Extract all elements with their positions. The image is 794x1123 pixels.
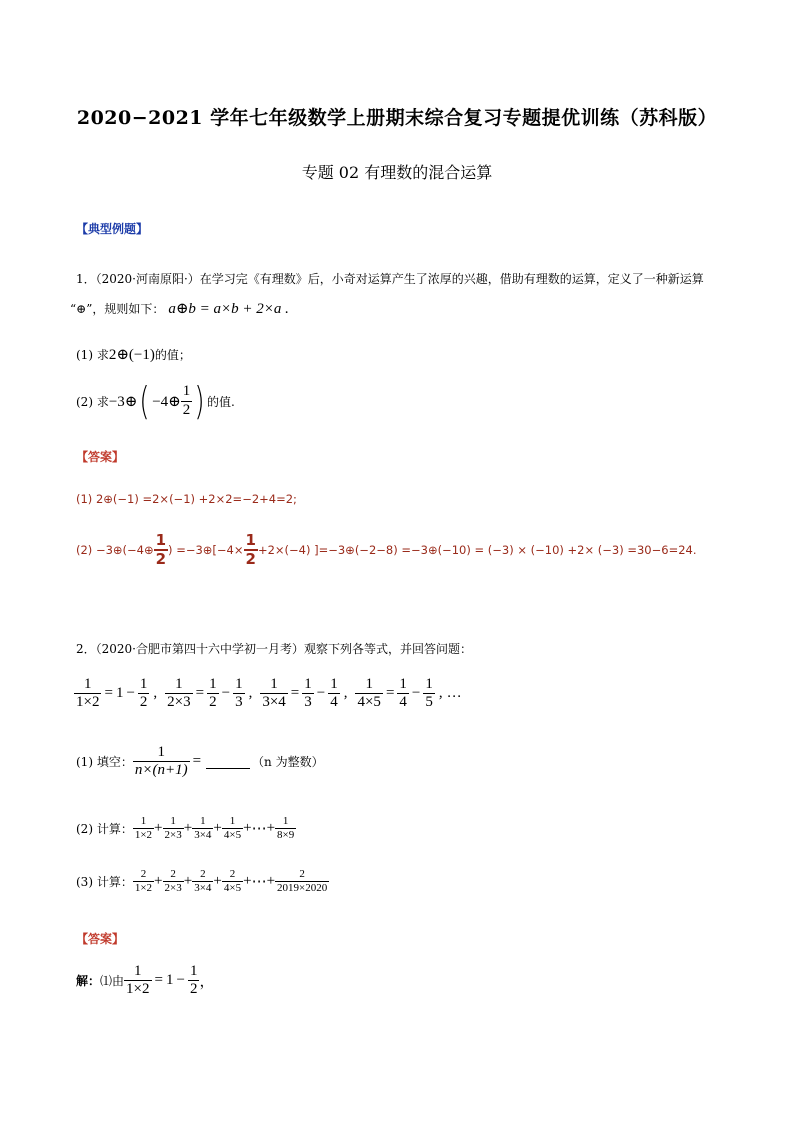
fraction-denominator: 3×4 (262, 694, 286, 711)
plus-sign: + (154, 819, 163, 836)
fraction-numerator: 1 (328, 676, 340, 694)
a2-prefix: 解： (76, 974, 101, 989)
fraction-denominator: 3 (304, 694, 312, 711)
fraction-numerator: 1 (244, 532, 258, 551)
fraction-numerator: 1 (165, 676, 192, 694)
dots: ⋯ (251, 820, 267, 837)
fraction-numerator: 1 (138, 676, 150, 694)
fraction-numerator: 1 (355, 676, 382, 694)
page-title: 2020−2021 学年七年级数学上册期末综合复习专题提优训练（苏科版） (76, 107, 718, 129)
fraction-numerator: 2 (275, 868, 329, 882)
a1-fraction-1 (154, 532, 168, 569)
a1-fraction-2 (244, 532, 258, 569)
q1-part1-prefix: (1) 求 (76, 348, 109, 362)
a2-line1 (76, 963, 214, 999)
ellipsis: … (446, 685, 462, 702)
term-fraction (133, 868, 154, 894)
plus-sign: + (183, 872, 193, 889)
fraction-denominator: 2 (189, 981, 198, 998)
fraction-numerator: 1 (163, 815, 184, 829)
minus-sign: − (316, 685, 326, 702)
fraction-numerator: 1 (188, 963, 200, 981)
fraction-numerator: 1 (423, 676, 435, 694)
q1-part2-suffix: 的值. (207, 394, 235, 409)
section-label: 【典型例题】 (76, 222, 149, 236)
comma: , (438, 685, 443, 702)
minus-sign: − (411, 685, 421, 702)
plus-sign: + (213, 872, 222, 889)
term-fraction (275, 815, 296, 841)
a1-line2-part-a: (2) −3⊕(−4⊕ (76, 543, 154, 558)
fraction-numerator: 1 (133, 815, 154, 829)
plus-sign: + (266, 872, 276, 889)
a1-line2-part-c: +2×(−4) ]=−3⊕(−2−8) =−3⊕(−10) = (−3) × (−10) +2× (−3) =30−6=24. (257, 543, 697, 558)
eq2-rhs-frac1 (207, 676, 219, 712)
eq4-rhs-frac1 (397, 676, 409, 712)
equals-sign: = (154, 972, 163, 989)
plus-sign: + (266, 819, 276, 836)
q1-rule-prefix: “⊕”，规则如下： (70, 302, 165, 316)
q2-stem: 2．（2020·合肥市第四十六中学初一月考）观察下列各等式，并回答问题： (76, 642, 472, 656)
q1-part1 (76, 345, 191, 364)
fraction-numerator: 1 (124, 963, 151, 981)
fraction-numerator: 2 (222, 868, 243, 882)
eq1-rhs-frac (138, 676, 150, 712)
fraction-denominator: 4 (330, 694, 338, 711)
fraction-denominator: 4×5 (223, 881, 242, 894)
fraction-denominator: 2 (155, 550, 167, 569)
fraction-denominator: 8×9 (277, 828, 295, 841)
term-fraction (192, 815, 213, 841)
q1-part1-expr: 2⊕(−1) (108, 347, 155, 363)
term-fraction (192, 868, 213, 894)
a1-line1: (1) 2⊕(−1) =2×(−1) +2×2=−2+4=2; (76, 492, 297, 506)
a1-line2-part-b: ) =−3⊕[−4× (168, 543, 244, 558)
fraction-numerator: 1 (74, 676, 101, 694)
fraction-denominator: 1×2 (134, 881, 153, 894)
term-fraction (133, 815, 154, 841)
fraction-numerator: 1 (222, 815, 243, 829)
minus-sign: − (176, 972, 185, 989)
plus-sign: + (213, 819, 222, 836)
fraction-denominator: 2019×2020 (277, 881, 328, 894)
eq3-lhs (260, 676, 287, 712)
fraction-denominator: 1×2 (126, 981, 150, 998)
minus-sign: − (221, 685, 231, 702)
q2-part3 (76, 868, 329, 894)
q2-part2-prefix: (2) 计算： (76, 821, 133, 836)
q2-part1-prefix: (1) 填空： (76, 755, 133, 770)
fraction-denominator: 3×4 (194, 881, 212, 894)
dots: ⋯ (251, 873, 267, 890)
a2-fraction (124, 963, 151, 999)
q1-stem: 1．（2020·河南原阳·）在学习完《有理数》后，小奇对运算产生了浓厚的兴趣，借助有理数的运算，定义了一种新运算 (76, 272, 704, 286)
q2-part1-fraction (133, 744, 190, 780)
fraction-denominator: 4 (399, 694, 407, 711)
q2-part1-suffix: （n 为整数） (252, 755, 324, 770)
eq3-rhs-frac2 (328, 676, 340, 712)
plus-sign: + (154, 872, 163, 889)
answer-blank[interactable] (206, 754, 250, 769)
q2-part1 (76, 744, 324, 780)
fraction-numerator: 2 (163, 868, 184, 882)
a2-rhs-one: 1 (165, 972, 174, 989)
fraction-numerator: 1 (260, 676, 287, 694)
fraction-numerator: 1 (133, 744, 190, 762)
a2-step: ⑴由 (100, 974, 125, 989)
q1-part2-inner: −4⊕ (152, 393, 181, 410)
eq4-lhs (355, 676, 382, 712)
q1-rule-line (70, 299, 289, 318)
q1-part2-prefix: (2) 求 (76, 394, 109, 409)
right-paren-icon: ) (194, 379, 205, 423)
q1-part2 (76, 379, 235, 423)
fraction-numerator: 1 (397, 676, 409, 694)
q2-part3-prefix: (3) 计算： (76, 874, 133, 889)
eq2-rhs-frac2 (233, 676, 245, 712)
eq2-lhs (165, 676, 192, 712)
eq3-rhs-frac1 (302, 676, 314, 712)
a2-rhs-fraction (188, 963, 200, 999)
fraction-denominator: 2 (139, 694, 148, 711)
fraction-denominator: 2 (182, 401, 191, 418)
fraction-denominator: 2 (245, 550, 256, 569)
answer-label-1: 【答案】 (76, 450, 125, 464)
fraction-denominator: 2×3 (167, 694, 191, 711)
fraction-denominator: 2×3 (164, 881, 182, 894)
fraction-numerator: 1 (275, 815, 296, 829)
fraction-numerator: 2 (192, 868, 213, 882)
equals-sign: = (385, 685, 395, 702)
fraction-denominator: 2×3 (164, 828, 182, 841)
equals-sign: = (192, 753, 202, 770)
equals-sign: = (290, 685, 300, 702)
equals-sign: = (195, 685, 205, 702)
eq1-rhs-one: 1 (115, 685, 124, 702)
plus-sign: + (183, 819, 193, 836)
q1-part2-pre: −3⊕ (108, 393, 138, 410)
q2-part2 (76, 815, 296, 841)
comma: , (343, 685, 348, 702)
a2-tail: ， (199, 974, 215, 991)
fraction-denominator: 2 (209, 694, 217, 711)
fraction-numerator: 1 (207, 676, 219, 694)
left-paren-icon: ( (139, 379, 150, 423)
fraction-denominator: 1×2 (134, 828, 153, 841)
plus-sign: + (243, 872, 252, 889)
term-fraction (163, 815, 184, 841)
eq4-rhs-frac2 (423, 676, 435, 712)
q1-part1-suffix: 的值； (154, 348, 191, 362)
comma: , (248, 685, 253, 702)
fraction-denominator: 3×4 (194, 828, 212, 841)
fraction-denominator: 4×5 (357, 694, 381, 711)
q1-rule-formula: a⊕b = a×b + 2×a . (168, 301, 289, 317)
fraction-denominator: 3 (235, 694, 243, 711)
fraction-denominator: 5 (425, 694, 433, 711)
plus-sign: + (243, 819, 252, 836)
q1-part2-fraction (181, 383, 193, 419)
term-fraction (275, 868, 329, 894)
term-fraction (222, 868, 243, 894)
a1-line2 (76, 532, 697, 569)
answer-label-2: 【答案】 (76, 932, 125, 946)
fraction-numerator: 1 (154, 532, 168, 551)
fraction-denominator: n×(n+1) (134, 762, 188, 779)
fraction-denominator: 4×5 (223, 828, 242, 841)
minus-sign: − (126, 685, 135, 702)
comma: , (153, 685, 158, 702)
page-subtitle: 专题 02 有理数的混合运算 (301, 163, 493, 182)
term-fraction (163, 868, 184, 894)
fraction-numerator: 1 (181, 383, 193, 401)
fraction-numerator: 1 (233, 676, 245, 694)
q2-equations (74, 676, 462, 712)
eq1-lhs (74, 676, 101, 712)
fraction-numerator: 1 (302, 676, 314, 694)
fraction-denominator: 1×2 (76, 694, 100, 711)
fraction-numerator: 2 (133, 868, 154, 882)
fraction-numerator: 1 (192, 815, 213, 829)
equals-sign: = (104, 685, 113, 702)
term-fraction (222, 815, 243, 841)
